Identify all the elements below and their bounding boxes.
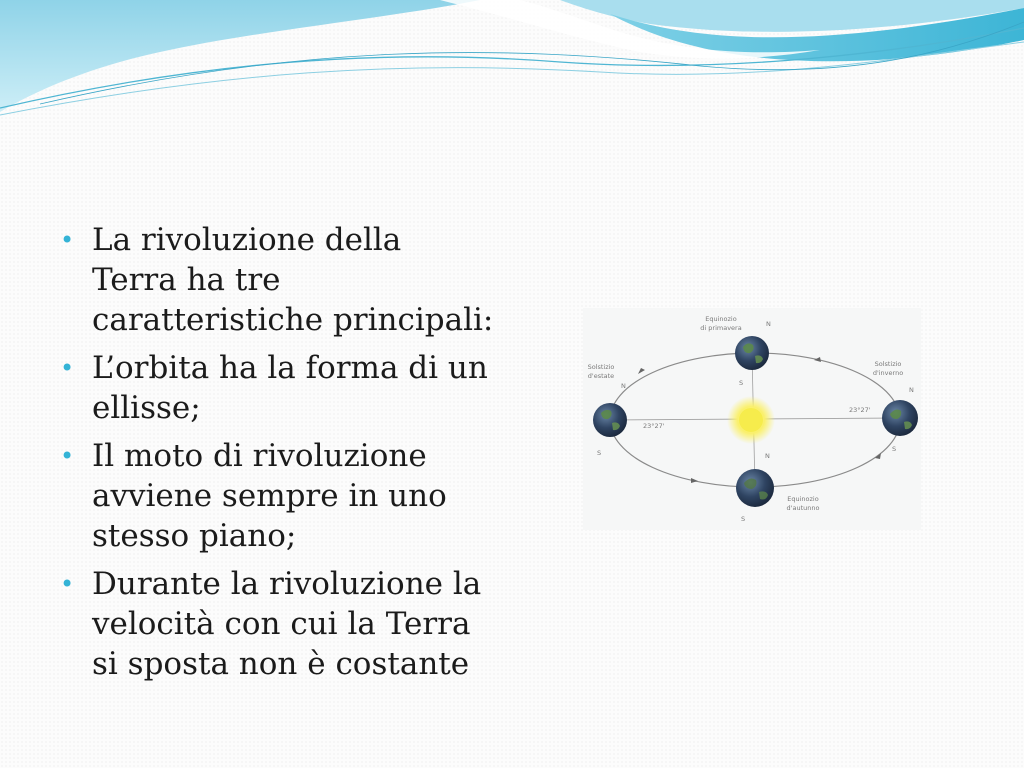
earth-left — [593, 403, 627, 437]
bullet-line: Durante la rivoluzione la — [92, 566, 482, 602]
label-right-solstice: d'inverno — [872, 369, 904, 377]
earth-sphere — [882, 400, 918, 436]
earth-sphere — [593, 403, 627, 437]
north-pole-marker: N — [621, 382, 626, 390]
south-pole-marker: S — [892, 445, 897, 453]
bullet-line: Il moto di rivoluzione — [92, 438, 427, 474]
earth-bottom — [736, 469, 774, 507]
bullet-item — [56, 564, 493, 684]
earth-orbit-diagram — [583, 308, 921, 530]
bullet-line: L’orbita ha la forma di un — [92, 350, 488, 386]
wave-left-fill — [0, 0, 480, 112]
south-pole-marker: S — [741, 515, 746, 523]
orbit-diagram-graphic — [583, 308, 921, 530]
label-left-solstice: Solstizio — [587, 363, 615, 371]
header-wave-decoration — [0, 0, 1024, 125]
orbit-arrow-icon — [875, 453, 881, 459]
bullet-dot-icon: • — [60, 354, 75, 382]
label-right-solstice: Solstizio — [874, 360, 902, 368]
label-left-solstice: d'estate — [587, 372, 615, 380]
bullet-line: La rivoluzione della — [92, 222, 402, 258]
bullet-line: caratteristiche principali: — [92, 302, 494, 338]
bullet-item — [56, 436, 493, 556]
earth-sphere — [735, 336, 769, 370]
north-pole-marker: N — [909, 386, 914, 394]
bullet-line: Terra ha tre — [92, 262, 281, 298]
axial-tilt-label: 23°27' — [643, 422, 665, 430]
sun — [739, 408, 763, 432]
earth-right — [882, 400, 918, 436]
north-pole-marker: N — [766, 320, 771, 328]
north-pole-marker: N — [765, 452, 770, 460]
orbit-arrow-icon — [814, 357, 821, 362]
bullet-dot-icon: • — [60, 226, 75, 254]
bullet-line: velocità con cui la Terra — [92, 606, 471, 642]
bullet-item — [56, 348, 493, 428]
bullet-dot-icon: • — [60, 442, 75, 470]
bullet-item — [56, 220, 493, 340]
bullet-list — [56, 220, 493, 692]
orbit-arrow-icon — [691, 478, 698, 483]
bullet-dot-icon: • — [60, 570, 75, 598]
label-autumn-equinox: d'autunno — [786, 504, 820, 512]
south-pole-marker: S — [597, 449, 602, 457]
bullet-line: ellisse; — [92, 390, 201, 426]
label-spring-equinox: Equinozio — [705, 315, 737, 323]
label-autumn-equinox: Equinozio — [787, 495, 819, 503]
label-spring-equinox: di primavera — [700, 324, 742, 332]
orbit-arrow-icon — [638, 368, 645, 374]
south-pole-marker: S — [739, 379, 744, 387]
earth-top — [735, 336, 769, 370]
bullet-line: avviene sempre in uno — [92, 478, 447, 514]
earth-sphere — [736, 469, 774, 507]
bullet-line: si sposta non è costante — [92, 646, 470, 682]
axial-tilt-label: 23°27' — [849, 406, 871, 414]
bullet-line: stesso piano; — [92, 518, 297, 554]
